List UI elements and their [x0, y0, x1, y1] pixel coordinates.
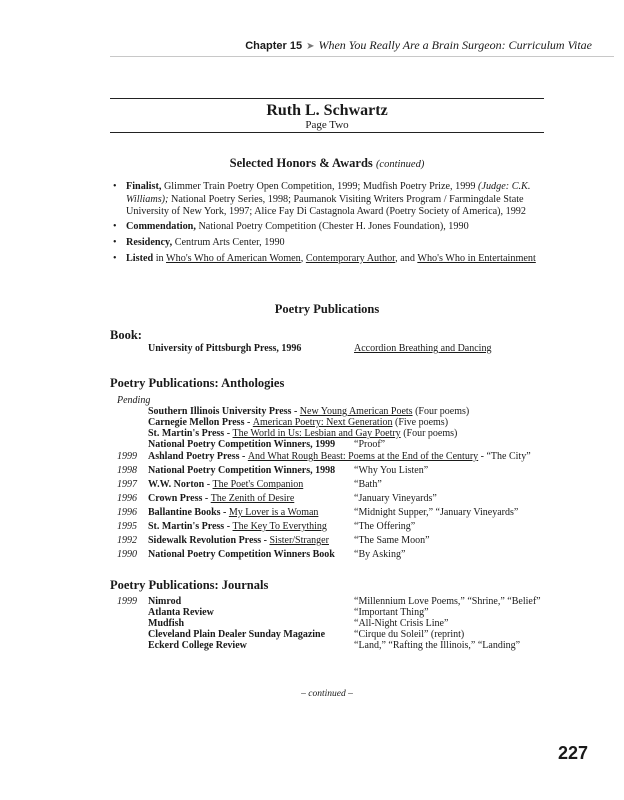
anthology-row: St. Martin's Press - The Key To Everything: [148, 521, 327, 532]
bullet-icon: •: [113, 237, 117, 248]
honor-item: • Commendation, National Poetry Competition (Chester H. Jones Foundation), 1990: [113, 221, 469, 232]
book-heading: Book:: [110, 328, 142, 342]
journal-poems: “Millennium Love Poems,” “Shrine,” “Belief”: [354, 596, 541, 607]
anthology-row: National Poetry Competition Winners, 1998: [148, 465, 336, 476]
anthology-year: 1990: [117, 549, 137, 560]
running-header: [245, 38, 592, 53]
anthology-year: 1996: [117, 493, 137, 504]
journal-name: Nimrod: [148, 596, 182, 607]
anthology-row: Sidewalk Revolution Press - Sister/Stranger: [148, 535, 329, 546]
honor-item: • Residency, Centrum Arts Center, 1990: [113, 237, 285, 248]
bullet-icon: •: [113, 253, 117, 264]
anthology-year: 1995: [117, 521, 137, 532]
anthology-row: Ashland Poetry Press - And What Rough Beast: Poems at the End of the Century - “The City”: [148, 451, 531, 462]
journal-name: Eckerd College Review: [148, 640, 247, 651]
arrow-icon: ➤: [306, 41, 315, 52]
anthology-poem: “Why You Listen”: [354, 465, 429, 476]
journal-name: Atlanta Review: [148, 607, 214, 618]
continued-note: – continued –: [301, 689, 353, 699]
name-rule-bottom: [110, 132, 544, 133]
anthology-poem: “January Vineyards”: [354, 493, 437, 504]
cv-name: Ruth L. Schwartz: [266, 102, 388, 119]
anthology-year: 1996: [117, 507, 137, 518]
journals-heading: Poetry Publications: Journals: [110, 578, 269, 592]
anthology-pending-row: National Poetry Competition Winners, 1999: [148, 439, 336, 450]
journal-name: Mudfish: [148, 618, 185, 629]
anthology-pending-row: St. Martin's Press - The World in Us: Lesbian and Gay Poetry (Four poems): [148, 428, 458, 439]
anthology-row: Crown Press - The Zenith of Desire: [148, 493, 295, 504]
anthology-poem: “Proof”: [354, 439, 386, 450]
anthology-poem: “The Same Moon”: [354, 535, 430, 546]
anthology-year: 1998: [117, 465, 137, 476]
anthology-poem: “By Asking”: [354, 549, 406, 560]
chapter-label: Chapter 15: [245, 40, 303, 52]
anthology-pending-row: Carnegie Mellon Press - American Poetry: Next Generation (Five poems): [148, 417, 449, 428]
honor-item: • Finalist, Glimmer Train Poetry Open Competition, 1999; Mudfish Poetry Prize, 1999 (Judge: C.K. Williams); National Poetry Series, 1998; Paumanok Visiting Writers Program / Farmingdale State University of New York, 1997; Alice Fay Di Castagnola Award (Poetry Society of America), 1992: [113, 181, 531, 218]
honors-heading: Selected Honors & Awards (continued): [229, 156, 425, 170]
pending-label: Pending: [117, 395, 151, 406]
anthology-row: Ballantine Books - My Lover is a Woman: [148, 507, 319, 518]
anthology-row: W.W. Norton - The Poet's Companion: [148, 479, 304, 490]
anthology-year: 1992: [117, 535, 137, 546]
book-title: Accordion Breathing and Dancing: [354, 343, 492, 354]
anthology-year: 1999: [117, 451, 137, 462]
anthology-poem: “Bath”: [354, 479, 382, 490]
page-label: Page Two: [305, 119, 349, 131]
anthology-year: 1997: [117, 479, 137, 490]
journal-poems: “All-Night Crisis Line”: [354, 618, 449, 629]
anthology-pending-row: Southern Illinois University Press - New Young American Poets (Four poems): [148, 406, 470, 417]
anthology-poem: “The Offering”: [354, 521, 416, 532]
page-number: 227: [557, 743, 588, 763]
bullet-icon: •: [113, 181, 117, 192]
journal-poems: “Land,” “Rafting the Illinois,” “Landing”: [354, 640, 521, 651]
poetry-publications-heading: Poetry Publications: [274, 302, 380, 316]
chapter-subtitle: When You Really Are a Brain Surgeon: Curriculum Vitae: [318, 38, 592, 52]
book-publisher: University of Pittsburgh Press, 1996: [148, 343, 302, 354]
journal-poems: “Cirque du Soleil” (reprint): [354, 629, 465, 640]
bullet-icon: •: [113, 221, 117, 232]
anthology-row: National Poetry Competition Winners Book: [148, 549, 335, 560]
anthologies-heading: Poetry Publications: Anthologies: [110, 376, 285, 390]
journal-name: Cleveland Plain Dealer Sunday Magazine: [148, 629, 326, 640]
journal-poems: “Important Thing”: [354, 607, 429, 618]
header-divider: [110, 56, 614, 57]
name-rule-top: [110, 98, 544, 99]
honors-heading-note: (continued): [375, 159, 425, 170]
anthology-poem: “Midnight Supper,” “January Vineyards”: [354, 507, 519, 518]
journal-year: 1999: [117, 596, 137, 607]
honor-item: • Listed in Who's Who of American Women, Contemporary Author, and Who's Who in Entertainment: [113, 253, 536, 264]
